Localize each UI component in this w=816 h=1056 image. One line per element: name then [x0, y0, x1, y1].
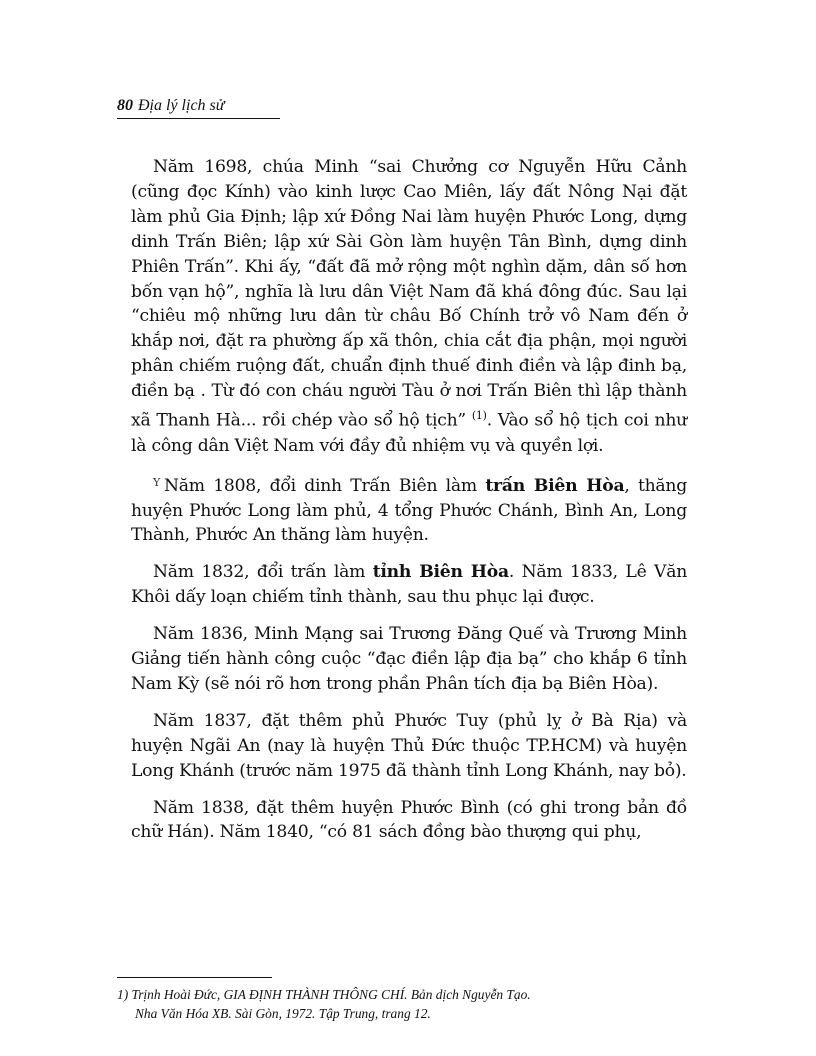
paragraph-1837 — [131, 709, 687, 784]
footnote — [117, 985, 697, 1023]
footnote-line-1: 1) Trịnh Hoài Đức, GIA ĐỊNH THÀNH THÔNG CHÍ. Bản dịch Nguyễn Tạo. — [117, 987, 531, 1002]
paragraph-text-after: . Vào sổ hộ tịch coi như là công dân Việt Nam với đầy đủ nhiệm vụ và quyền lợi. — [131, 410, 687, 456]
paragraph-1836 — [131, 622, 687, 697]
running-header — [117, 96, 280, 119]
footnote-line-2: Nha Văn Hóa XB. Sài Gòn, 1972. Tập Trung, trang 12. — [135, 1006, 431, 1021]
main-text — [131, 155, 687, 857]
paragraph-text-after: . Năm 1833, Lê Văn Khôi dấy loạn chiếm tỉnh thành, sau thu phục lại được. — [131, 562, 688, 608]
bold-term: trấn Biên Hòa — [485, 475, 625, 496]
paragraph-text: Năm 1698, chúa Minh “sai Chưởng cơ Nguyễn Hữu Cảnh (cũng đọc Kính) vào kinh lược Cao Miên, lấy đất Nông Nại đặt làm phủ Gia Định; lập xứ Đồng Nai làm huyện Phước Long, dựng dinh Trấn Biên; lập xứ Sài Gòn làm huyện Tân Bình, dựng dinh Phiên Trấn”. Khi ấy, “đất đã mở rộng một nghìn dặm, dân số hơn bốn vạn hộ”, nghĩa là lưu dân Việt Nam đã khá đông đúc. Sau lại “chiêu mộ những lưu dân từ châu Bố Chính trở vô Nam đến ở khắp nơi, đặt ra phường ấp xã thôn, chia cắt địa phận, mọi người phân chiếm ruộng đất, chuẩn định thuế đinh điền và lập đinh bạ, điền bạ . Từ đó con cháu người Tàu ở nơi Trấn Biên thì lập thành xã Thanh Hà... rồi chép vào sổ hộ tịch” — [131, 157, 687, 431]
footnote-divider — [117, 977, 272, 978]
paragraph-text: Năm 1832, đổi trấn làm — [153, 562, 373, 583]
paragraph-1838 — [131, 796, 687, 846]
footnote-reference: (1) — [471, 409, 487, 423]
paragraph-1832 — [131, 560, 687, 610]
paragraph-text-after: , thăng huyện Phước Long làm phủ, 4 tổng Phước Chánh, Bình An, Long Thành, Phước An thăng làm huyện. — [131, 475, 687, 546]
paragraph-text: Năm 1837, đặt thêm phủ Phước Tuy (phủ lỵ ở Bà Rịa) và huyện Ngãi An (nay là huyện Thủ Đức thuộc TP.HCM) và huyện Long Khánh (trước năm 1975 đã thành tỉnh Long Khánh, nay bỏ). — [131, 710, 687, 781]
paragraph-text: Năm 1808, đổi dinh Trấn Biên làm — [164, 475, 486, 496]
paragraph-1698 — [131, 155, 687, 459]
bold-term: tỉnh Biên Hòa — [372, 562, 509, 583]
page-number: 80 — [117, 97, 133, 114]
running-title: Địa lý lịch sử — [138, 97, 225, 114]
paragraph-text: Năm 1836, Minh Mạng sai Trương Đăng Quế và Trương Minh Giảng tiến hành công cuộc “đạc điền lập địa bạ” cho khắp 6 tỉnh Nam Kỳ (sẽ nói rõ hơn trong phần Phân tích địa bạ Biên Hòa). — [131, 624, 687, 694]
paragraph-1808 — [131, 471, 687, 549]
paragraph-text: Năm 1838, đặt thêm huyện Phước Bình (có ghi trong bản đồ chữ Hán). Năm 1840, “có 81 sách đồng bào thượng qui phụ, — [131, 797, 687, 843]
margin-mark: Y — [153, 475, 161, 489]
